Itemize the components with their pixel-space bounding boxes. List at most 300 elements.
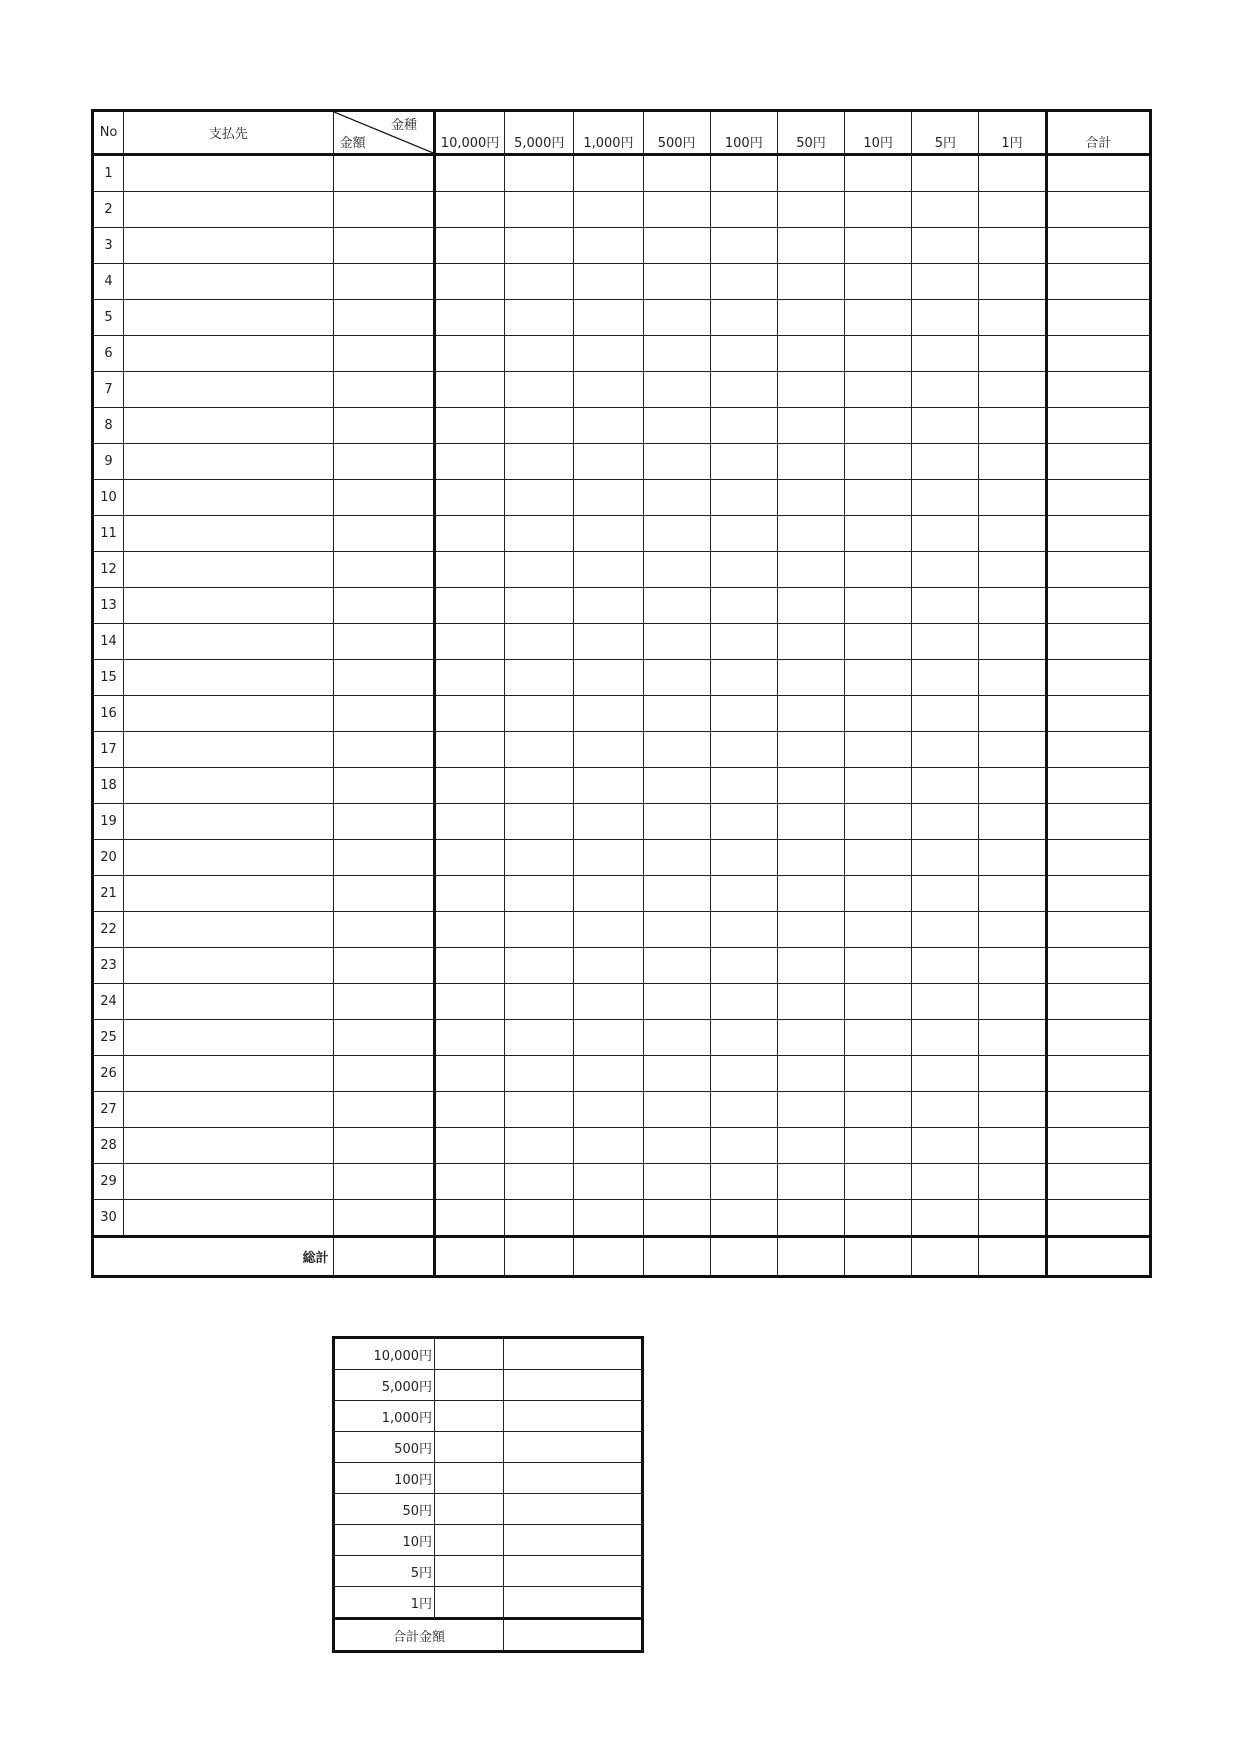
payee-cell[interactable] [124,516,334,552]
denomination-count-cell[interactable] [434,228,504,264]
payee-cell[interactable] [124,912,334,948]
amount-cell[interactable] [333,552,434,588]
denomination-count-cell[interactable] [912,336,979,372]
denomination-count-cell[interactable] [777,192,844,228]
denomination-count-cell[interactable] [434,912,504,948]
denomination-count-cell[interactable] [845,804,912,840]
amount-cell[interactable] [333,480,434,516]
denomination-count-cell[interactable] [574,948,643,984]
row-total-cell[interactable] [1046,155,1150,192]
denomination-count-cell[interactable] [979,1128,1046,1164]
denomination-count-cell[interactable] [979,516,1046,552]
summary-count-cell[interactable] [435,1432,504,1463]
denomination-count-cell[interactable] [710,804,777,840]
denomination-count-cell[interactable] [643,264,710,300]
payee-cell[interactable] [124,1092,334,1128]
denomination-count-cell[interactable] [912,876,979,912]
payee-cell[interactable] [124,804,334,840]
denomination-count-cell[interactable] [505,192,574,228]
denomination-count-cell[interactable] [979,408,1046,444]
grand-total-denomination-cell[interactable] [574,1237,643,1277]
denomination-count-cell[interactable] [643,1092,710,1128]
payee-cell[interactable] [124,155,334,192]
summary-value-cell[interactable] [504,1370,643,1401]
row-total-cell[interactable] [1046,768,1150,804]
denomination-count-cell[interactable] [845,336,912,372]
denomination-count-cell[interactable] [574,696,643,732]
denomination-count-cell[interactable] [505,1164,574,1200]
payee-cell[interactable] [124,1164,334,1200]
denomination-count-cell[interactable] [845,372,912,408]
denomination-count-cell[interactable] [710,696,777,732]
row-total-cell[interactable] [1046,1092,1150,1128]
denomination-count-cell[interactable] [574,408,643,444]
payee-cell[interactable] [124,660,334,696]
denomination-count-cell[interactable] [845,624,912,660]
denomination-count-cell[interactable] [979,300,1046,336]
denomination-count-cell[interactable] [710,372,777,408]
denomination-count-cell[interactable] [434,768,504,804]
payee-cell[interactable] [124,480,334,516]
denomination-count-cell[interactable] [845,1128,912,1164]
denomination-count-cell[interactable] [710,336,777,372]
denomination-count-cell[interactable] [777,1056,844,1092]
denomination-count-cell[interactable] [979,552,1046,588]
denomination-count-cell[interactable] [710,732,777,768]
grand-total-denomination-cell[interactable] [845,1237,912,1277]
denomination-count-cell[interactable] [574,1200,643,1237]
denomination-count-cell[interactable] [777,948,844,984]
denomination-count-cell[interactable] [505,1020,574,1056]
denomination-count-cell[interactable] [979,876,1046,912]
summary-total-value-cell[interactable] [504,1619,643,1652]
denomination-count-cell[interactable] [845,1200,912,1237]
denomination-count-cell[interactable] [434,696,504,732]
denomination-count-cell[interactable] [505,300,574,336]
denomination-count-cell[interactable] [505,1200,574,1237]
denomination-count-cell[interactable] [777,1020,844,1056]
denomination-count-cell[interactable] [845,912,912,948]
denomination-count-cell[interactable] [574,516,643,552]
denomination-count-cell[interactable] [643,480,710,516]
denomination-count-cell[interactable] [845,840,912,876]
amount-cell[interactable] [333,624,434,660]
summary-count-cell[interactable] [435,1401,504,1432]
row-total-cell[interactable] [1046,480,1150,516]
denomination-count-cell[interactable] [979,1056,1046,1092]
denomination-count-cell[interactable] [777,516,844,552]
amount-cell[interactable] [333,696,434,732]
payee-cell[interactable] [124,300,334,336]
payee-cell[interactable] [124,444,334,480]
denomination-count-cell[interactable] [845,552,912,588]
denomination-count-cell[interactable] [979,948,1046,984]
denomination-count-cell[interactable] [710,1164,777,1200]
denomination-count-cell[interactable] [845,444,912,480]
denomination-count-cell[interactable] [845,1020,912,1056]
denomination-count-cell[interactable] [777,768,844,804]
denomination-count-cell[interactable] [434,444,504,480]
denomination-count-cell[interactable] [434,155,504,192]
denomination-count-cell[interactable] [505,480,574,516]
payee-cell[interactable] [124,372,334,408]
denomination-count-cell[interactable] [979,1200,1046,1237]
grand-total-amount-cell[interactable] [333,1237,434,1277]
denomination-count-cell[interactable] [434,588,504,624]
denomination-count-cell[interactable] [434,264,504,300]
denomination-count-cell[interactable] [643,1164,710,1200]
denomination-count-cell[interactable] [710,155,777,192]
denomination-count-cell[interactable] [777,876,844,912]
payee-cell[interactable] [124,552,334,588]
denomination-count-cell[interactable] [505,552,574,588]
denomination-count-cell[interactable] [710,912,777,948]
denomination-count-cell[interactable] [643,444,710,480]
denomination-count-cell[interactable] [434,840,504,876]
denomination-count-cell[interactable] [574,444,643,480]
amount-cell[interactable] [333,192,434,228]
denomination-count-cell[interactable] [574,552,643,588]
denomination-count-cell[interactable] [505,336,574,372]
amount-cell[interactable] [333,804,434,840]
row-total-cell[interactable] [1046,732,1150,768]
denomination-count-cell[interactable] [845,480,912,516]
denomination-count-cell[interactable] [643,408,710,444]
denomination-count-cell[interactable] [845,1164,912,1200]
denomination-count-cell[interactable] [845,1092,912,1128]
denomination-count-cell[interactable] [912,1128,979,1164]
denomination-count-cell[interactable] [845,696,912,732]
denomination-count-cell[interactable] [777,336,844,372]
denomination-count-cell[interactable] [912,840,979,876]
amount-cell[interactable] [333,516,434,552]
summary-count-cell[interactable] [435,1556,504,1587]
row-total-cell[interactable] [1046,516,1150,552]
denomination-count-cell[interactable] [710,660,777,696]
denomination-count-cell[interactable] [505,1092,574,1128]
denomination-count-cell[interactable] [643,696,710,732]
denomination-count-cell[interactable] [979,192,1046,228]
denomination-count-cell[interactable] [505,228,574,264]
denomination-count-cell[interactable] [979,264,1046,300]
denomination-count-cell[interactable] [912,732,979,768]
denomination-count-cell[interactable] [643,912,710,948]
denomination-count-cell[interactable] [434,192,504,228]
denomination-count-cell[interactable] [574,1020,643,1056]
denomination-count-cell[interactable] [912,228,979,264]
payee-cell[interactable] [124,732,334,768]
denomination-count-cell[interactable] [505,408,574,444]
denomination-count-cell[interactable] [710,228,777,264]
denomination-count-cell[interactable] [777,912,844,948]
grand-total-denomination-cell[interactable] [912,1237,979,1277]
denomination-count-cell[interactable] [643,1056,710,1092]
denomination-count-cell[interactable] [434,984,504,1020]
payee-cell[interactable] [124,1056,334,1092]
summary-count-cell[interactable] [435,1338,504,1370]
denomination-count-cell[interactable] [574,1092,643,1128]
denomination-count-cell[interactable] [505,1056,574,1092]
row-total-cell[interactable] [1046,912,1150,948]
denomination-count-cell[interactable] [643,588,710,624]
row-total-cell[interactable] [1046,1020,1150,1056]
denomination-count-cell[interactable] [710,480,777,516]
denomination-count-cell[interactable] [845,876,912,912]
denomination-count-cell[interactable] [777,588,844,624]
summary-value-cell[interactable] [504,1494,643,1525]
denomination-count-cell[interactable] [434,1092,504,1128]
denomination-count-cell[interactable] [845,192,912,228]
denomination-count-cell[interactable] [434,1128,504,1164]
denomination-count-cell[interactable] [434,516,504,552]
denomination-count-cell[interactable] [777,300,844,336]
row-total-cell[interactable] [1046,804,1150,840]
denomination-count-cell[interactable] [979,372,1046,408]
row-total-cell[interactable] [1046,876,1150,912]
grand-total-denomination-cell[interactable] [505,1237,574,1277]
summary-count-cell[interactable] [435,1494,504,1525]
amount-cell[interactable] [333,372,434,408]
denomination-count-cell[interactable] [434,1200,504,1237]
denomination-count-cell[interactable] [643,300,710,336]
row-total-cell[interactable] [1046,660,1150,696]
summary-value-cell[interactable] [504,1401,643,1432]
payee-cell[interactable] [124,984,334,1020]
amount-cell[interactable] [333,588,434,624]
row-total-cell[interactable] [1046,336,1150,372]
denomination-count-cell[interactable] [574,876,643,912]
denomination-count-cell[interactable] [845,516,912,552]
denomination-count-cell[interactable] [574,300,643,336]
denomination-count-cell[interactable] [574,660,643,696]
row-total-cell[interactable] [1046,228,1150,264]
denomination-count-cell[interactable] [505,732,574,768]
denomination-count-cell[interactable] [505,984,574,1020]
payee-cell[interactable] [124,840,334,876]
payee-cell[interactable] [124,696,334,732]
denomination-count-cell[interactable] [710,624,777,660]
summary-count-cell[interactable] [435,1463,504,1494]
payee-cell[interactable] [124,192,334,228]
denomination-count-cell[interactable] [505,804,574,840]
denomination-count-cell[interactable] [505,660,574,696]
denomination-count-cell[interactable] [505,948,574,984]
denomination-count-cell[interactable] [710,408,777,444]
denomination-count-cell[interactable] [574,768,643,804]
denomination-count-cell[interactable] [777,696,844,732]
denomination-count-cell[interactable] [777,372,844,408]
denomination-count-cell[interactable] [643,155,710,192]
denomination-count-cell[interactable] [979,155,1046,192]
denomination-count-cell[interactable] [434,1020,504,1056]
row-total-cell[interactable] [1046,696,1150,732]
row-total-cell[interactable] [1046,984,1150,1020]
denomination-count-cell[interactable] [505,444,574,480]
grand-total-denomination-cell[interactable] [777,1237,844,1277]
amount-cell[interactable] [333,660,434,696]
denomination-count-cell[interactable] [845,228,912,264]
amount-cell[interactable] [333,336,434,372]
denomination-count-cell[interactable] [643,768,710,804]
denomination-count-cell[interactable] [845,1056,912,1092]
denomination-count-cell[interactable] [574,840,643,876]
denomination-count-cell[interactable] [574,1164,643,1200]
denomination-count-cell[interactable] [979,588,1046,624]
denomination-count-cell[interactable] [912,984,979,1020]
denomination-count-cell[interactable] [643,516,710,552]
amount-cell[interactable] [333,1092,434,1128]
denomination-count-cell[interactable] [710,1056,777,1092]
denomination-count-cell[interactable] [710,984,777,1020]
denomination-count-cell[interactable] [979,444,1046,480]
amount-cell[interactable] [333,732,434,768]
denomination-count-cell[interactable] [574,588,643,624]
grand-total-denomination-cell[interactable] [643,1237,710,1277]
denomination-count-cell[interactable] [574,984,643,1020]
denomination-count-cell[interactable] [574,155,643,192]
summary-value-cell[interactable] [504,1432,643,1463]
amount-cell[interactable] [333,1200,434,1237]
row-total-cell[interactable] [1046,1128,1150,1164]
denomination-count-cell[interactable] [710,1092,777,1128]
denomination-count-cell[interactable] [845,948,912,984]
denomination-count-cell[interactable] [710,300,777,336]
denomination-count-cell[interactable] [710,552,777,588]
denomination-count-cell[interactable] [574,264,643,300]
denomination-count-cell[interactable] [434,660,504,696]
denomination-count-cell[interactable] [912,155,979,192]
payee-cell[interactable] [124,1200,334,1237]
denomination-count-cell[interactable] [912,768,979,804]
summary-value-cell[interactable] [504,1338,643,1370]
denomination-count-cell[interactable] [912,912,979,948]
denomination-count-cell[interactable] [845,155,912,192]
denomination-count-cell[interactable] [979,912,1046,948]
denomination-count-cell[interactable] [710,1200,777,1237]
summary-value-cell[interactable] [504,1525,643,1556]
denomination-count-cell[interactable] [643,840,710,876]
amount-cell[interactable] [333,155,434,192]
denomination-count-cell[interactable] [574,804,643,840]
denomination-count-cell[interactable] [643,372,710,408]
denomination-count-cell[interactable] [912,696,979,732]
denomination-count-cell[interactable] [505,840,574,876]
row-total-cell[interactable] [1046,624,1150,660]
denomination-count-cell[interactable] [574,372,643,408]
grand-total-denomination-cell[interactable] [434,1237,504,1277]
denomination-count-cell[interactable] [574,732,643,768]
denomination-count-cell[interactable] [912,1092,979,1128]
denomination-count-cell[interactable] [505,516,574,552]
row-total-cell[interactable] [1046,948,1150,984]
denomination-count-cell[interactable] [777,228,844,264]
denomination-count-cell[interactable] [777,1200,844,1237]
denomination-count-cell[interactable] [979,768,1046,804]
denomination-count-cell[interactable] [979,624,1046,660]
summary-value-cell[interactable] [504,1463,643,1494]
amount-cell[interactable] [333,264,434,300]
denomination-count-cell[interactable] [505,588,574,624]
denomination-count-cell[interactable] [979,1020,1046,1056]
summary-count-cell[interactable] [435,1587,504,1619]
amount-cell[interactable] [333,1128,434,1164]
denomination-count-cell[interactable] [845,984,912,1020]
row-total-cell[interactable] [1046,408,1150,444]
denomination-count-cell[interactable] [643,948,710,984]
amount-cell[interactable] [333,948,434,984]
row-total-cell[interactable] [1046,264,1150,300]
denomination-count-cell[interactable] [912,624,979,660]
denomination-count-cell[interactable] [710,444,777,480]
amount-cell[interactable] [333,840,434,876]
denomination-count-cell[interactable] [979,480,1046,516]
denomination-count-cell[interactable] [643,552,710,588]
denomination-count-cell[interactable] [845,408,912,444]
payee-cell[interactable] [124,408,334,444]
denomination-count-cell[interactable] [710,192,777,228]
denomination-count-cell[interactable] [777,840,844,876]
row-total-cell[interactable] [1046,1200,1150,1237]
row-total-cell[interactable] [1046,192,1150,228]
denomination-count-cell[interactable] [777,444,844,480]
amount-cell[interactable] [333,912,434,948]
summary-value-cell[interactable] [504,1587,643,1619]
denomination-count-cell[interactable] [979,804,1046,840]
denomination-count-cell[interactable] [777,480,844,516]
denomination-count-cell[interactable] [643,1200,710,1237]
denomination-count-cell[interactable] [777,660,844,696]
row-total-cell[interactable] [1046,372,1150,408]
denomination-count-cell[interactable] [777,155,844,192]
denomination-count-cell[interactable] [434,1164,504,1200]
denomination-count-cell[interactable] [643,336,710,372]
denomination-count-cell[interactable] [912,408,979,444]
denomination-count-cell[interactable] [912,192,979,228]
denomination-count-cell[interactable] [710,1128,777,1164]
amount-cell[interactable] [333,1020,434,1056]
denomination-count-cell[interactable] [643,804,710,840]
denomination-count-cell[interactable] [434,804,504,840]
amount-cell[interactable] [333,444,434,480]
denomination-count-cell[interactable] [912,804,979,840]
denomination-count-cell[interactable] [574,1128,643,1164]
amount-cell[interactable] [333,228,434,264]
denomination-count-cell[interactable] [643,192,710,228]
denomination-count-cell[interactable] [912,1164,979,1200]
denomination-count-cell[interactable] [505,696,574,732]
denomination-count-cell[interactable] [434,480,504,516]
denomination-count-cell[interactable] [643,984,710,1020]
denomination-count-cell[interactable] [777,624,844,660]
denomination-count-cell[interactable] [710,516,777,552]
denomination-count-cell[interactable] [710,840,777,876]
denomination-count-cell[interactable] [979,660,1046,696]
amount-cell[interactable] [333,408,434,444]
denomination-count-cell[interactable] [777,408,844,444]
denomination-count-cell[interactable] [710,1020,777,1056]
denomination-count-cell[interactable] [912,588,979,624]
denomination-count-cell[interactable] [912,300,979,336]
denomination-count-cell[interactable] [979,336,1046,372]
denomination-count-cell[interactable] [505,624,574,660]
row-total-cell[interactable] [1046,1056,1150,1092]
denomination-count-cell[interactable] [979,840,1046,876]
denomination-count-cell[interactable] [505,912,574,948]
denomination-count-cell[interactable] [574,1056,643,1092]
denomination-count-cell[interactable] [505,876,574,912]
denomination-count-cell[interactable] [505,155,574,192]
payee-cell[interactable] [124,336,334,372]
